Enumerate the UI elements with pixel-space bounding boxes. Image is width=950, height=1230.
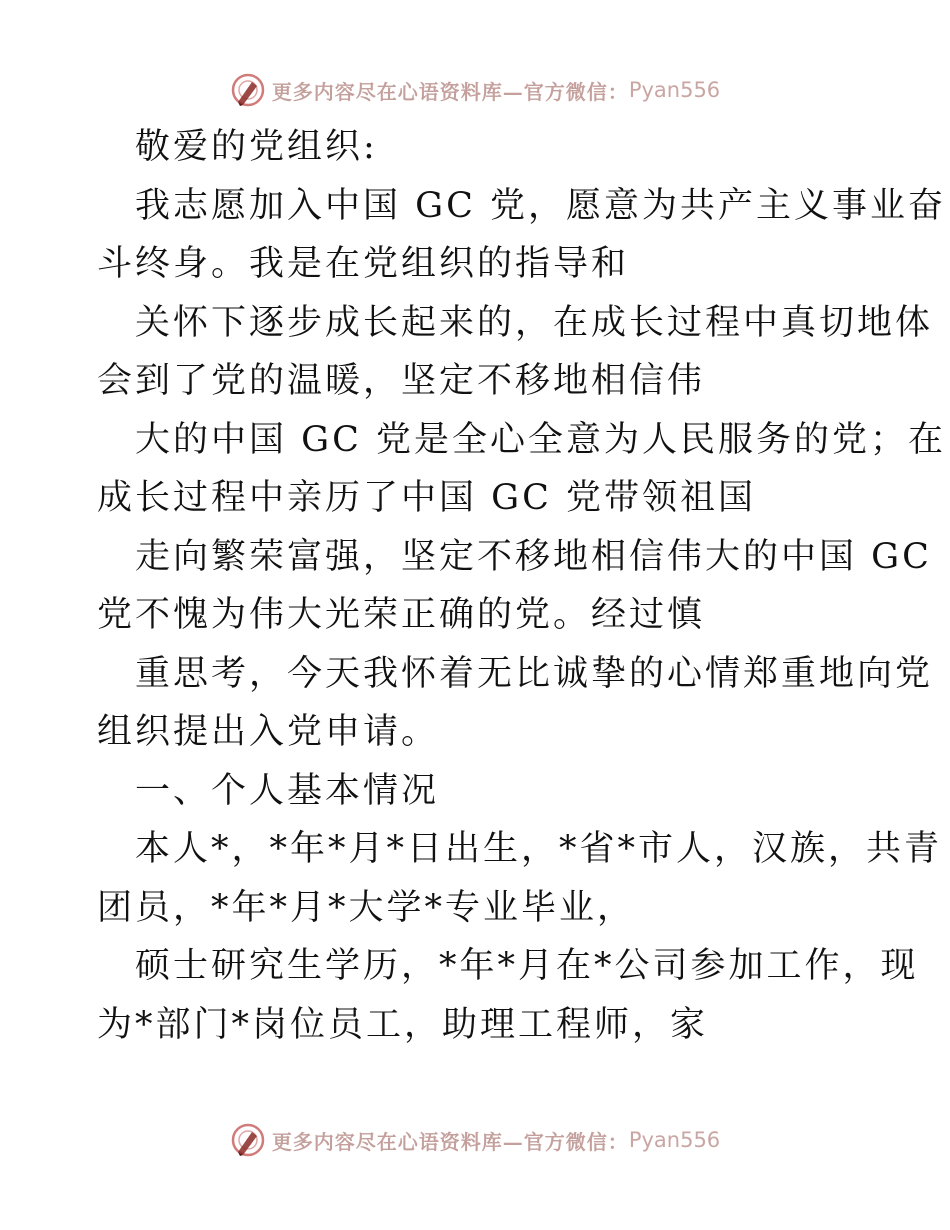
paragraph-line: 团员，*年*月*大学*专业毕业， xyxy=(97,887,636,928)
paragraph-line: 我志愿加入中国 GC 党，愿意为共产主义事业奋 xyxy=(135,185,946,226)
paragraph-line: 组织提出入党申请。 xyxy=(97,712,440,752)
watermark-wechat-id: Pyan556 xyxy=(628,78,721,102)
paragraph-line: 成长过程中亲历了中国 GC 党带领祖国 xyxy=(97,478,756,518)
salutation: 敬爱的党组织: xyxy=(135,127,378,167)
pen-logo-icon xyxy=(230,1122,266,1158)
paragraph-line: 本人*，*年*月*日出生，*省*市人，汉族，共青 xyxy=(135,829,943,869)
watermark-wechat-id: Pyan556 xyxy=(628,1128,721,1152)
paragraph-line: 党不愧为伟大光荣正确的党。经过慎 xyxy=(97,595,706,635)
document-body xyxy=(97,118,946,1054)
watermark-text: 更多内容尽在心语资料库—官方微信： xyxy=(271,79,629,104)
paragraph-line: 重思考，今天我怀着无比诚挚的心情郑重地向党 xyxy=(135,653,934,694)
paragraph-line: 走向繁荣富强，坚定不移地相信伟大的中国 GC xyxy=(135,536,932,577)
watermark-text: 更多内容尽在心语资料库—官方微信： xyxy=(271,1129,629,1154)
pen-logo-icon xyxy=(230,72,266,108)
paragraph-line: 关怀下逐步成长起来的，在成长过程中真切地体 xyxy=(135,302,934,343)
section-heading: 一、个人基本情况 xyxy=(135,770,440,811)
paragraph-line: 为*部门*岗位员工，助理工程师，家 xyxy=(97,1004,709,1045)
footer-watermark xyxy=(0,1120,950,1160)
paragraph-line: 大的中国 GC 党是全心全意为人民服务的党；在 xyxy=(135,419,946,460)
paragraph-line: 硕士研究生学历，*年*月在*公司参加工作，现 xyxy=(135,946,919,986)
paragraph-line: 斗终身。我是在党组织的指导和 xyxy=(97,244,630,284)
header-watermark xyxy=(0,70,950,110)
paragraph-line: 会到了党的温暖，坚定不移地相信伟 xyxy=(97,361,706,401)
